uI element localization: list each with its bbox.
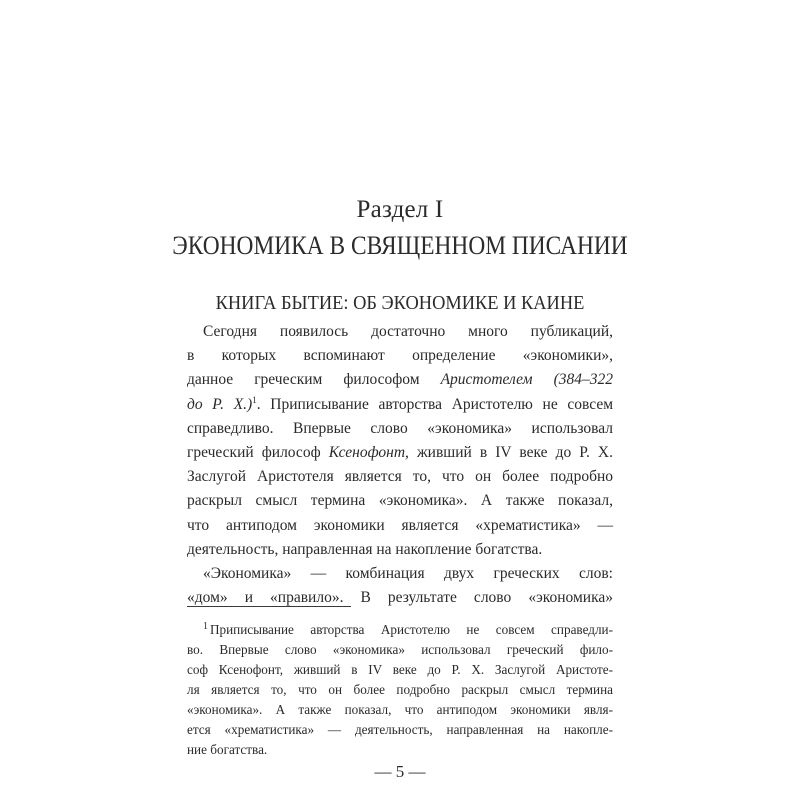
body-line: справедливо. Впервые слово «экономика» использовал xyxy=(187,419,613,437)
body-line: раскрыл смысл термина «экономика». А также показал, xyxy=(187,492,613,510)
chapter-title: КНИГА БЫТИЕ: ОБ ЭКОНОМИКЕ И КАИНЕ xyxy=(215,292,585,314)
body-line: «Экономика» — комбинация двух греческих слов: xyxy=(203,565,613,583)
body-line xyxy=(187,368,613,392)
body-line: Заслугой Аристотеля является то, что он более подробно xyxy=(187,468,613,486)
body-line xyxy=(187,393,613,417)
philosopher-name-italic: Ксенофонт xyxy=(328,444,406,462)
footnote-line: ля является то, что он более подробно раскрыл смысл термина xyxy=(187,682,613,697)
body-line: Сегодня появилось достаточно много публикаций, xyxy=(203,323,613,340)
footnote-reference: 1 xyxy=(252,394,257,405)
author-name-italic: Аристотелем (384–322 xyxy=(440,371,614,389)
footnote-text-fragment: Приписывание авторства Аристотелю не совсем справедли- xyxy=(210,622,613,637)
footnote-divider xyxy=(187,606,351,607)
body-text-fragment: , живший в IV веке до Р. Х. xyxy=(405,444,614,462)
body-text-fragment: греческий философ xyxy=(187,444,329,462)
body-text xyxy=(187,320,613,610)
footnote-line: «экономика». А также показал, что антиподом экономики явля- xyxy=(187,702,613,717)
section-title: ЭКОНОМИКА В СВЯЩЕННОМ ПИСАНИИ xyxy=(172,231,628,260)
body-line: что антиподом экономики является «хрематистика» — xyxy=(187,516,613,534)
body-line xyxy=(187,441,613,465)
section-label: Раздел I xyxy=(356,196,444,223)
body-line: в которых вспоминают определение «экономики», xyxy=(187,347,613,365)
footnote-line: соф Ксенофонт, живший в IV веке до Р. Х. Заслугой Аристоте- xyxy=(187,662,613,677)
footnote-line: во. Впервые слово «экономика» использовал греческий фило- xyxy=(187,642,613,657)
footnote-line xyxy=(187,620,613,640)
body-text-fragment: данное греческим философом xyxy=(187,371,441,389)
footnote-line: ние богатства. xyxy=(187,742,268,757)
body-line: деятельность, направленная на накопление богатства. xyxy=(187,540,543,558)
date-italic: до Р. Х.) xyxy=(187,395,253,413)
body-line: «дом» и «правило». В результате слово «экономика» xyxy=(187,589,613,607)
footnote-number: 1 xyxy=(203,620,208,632)
footnote-line: ется «хрематистика» — деятельность, направленная на накопле- xyxy=(187,722,613,737)
page-number: — 5 — xyxy=(374,762,426,781)
footnotes xyxy=(187,620,613,760)
body-text-fragment: . Приписывание авторства Аристотелю не совсем xyxy=(256,395,614,413)
